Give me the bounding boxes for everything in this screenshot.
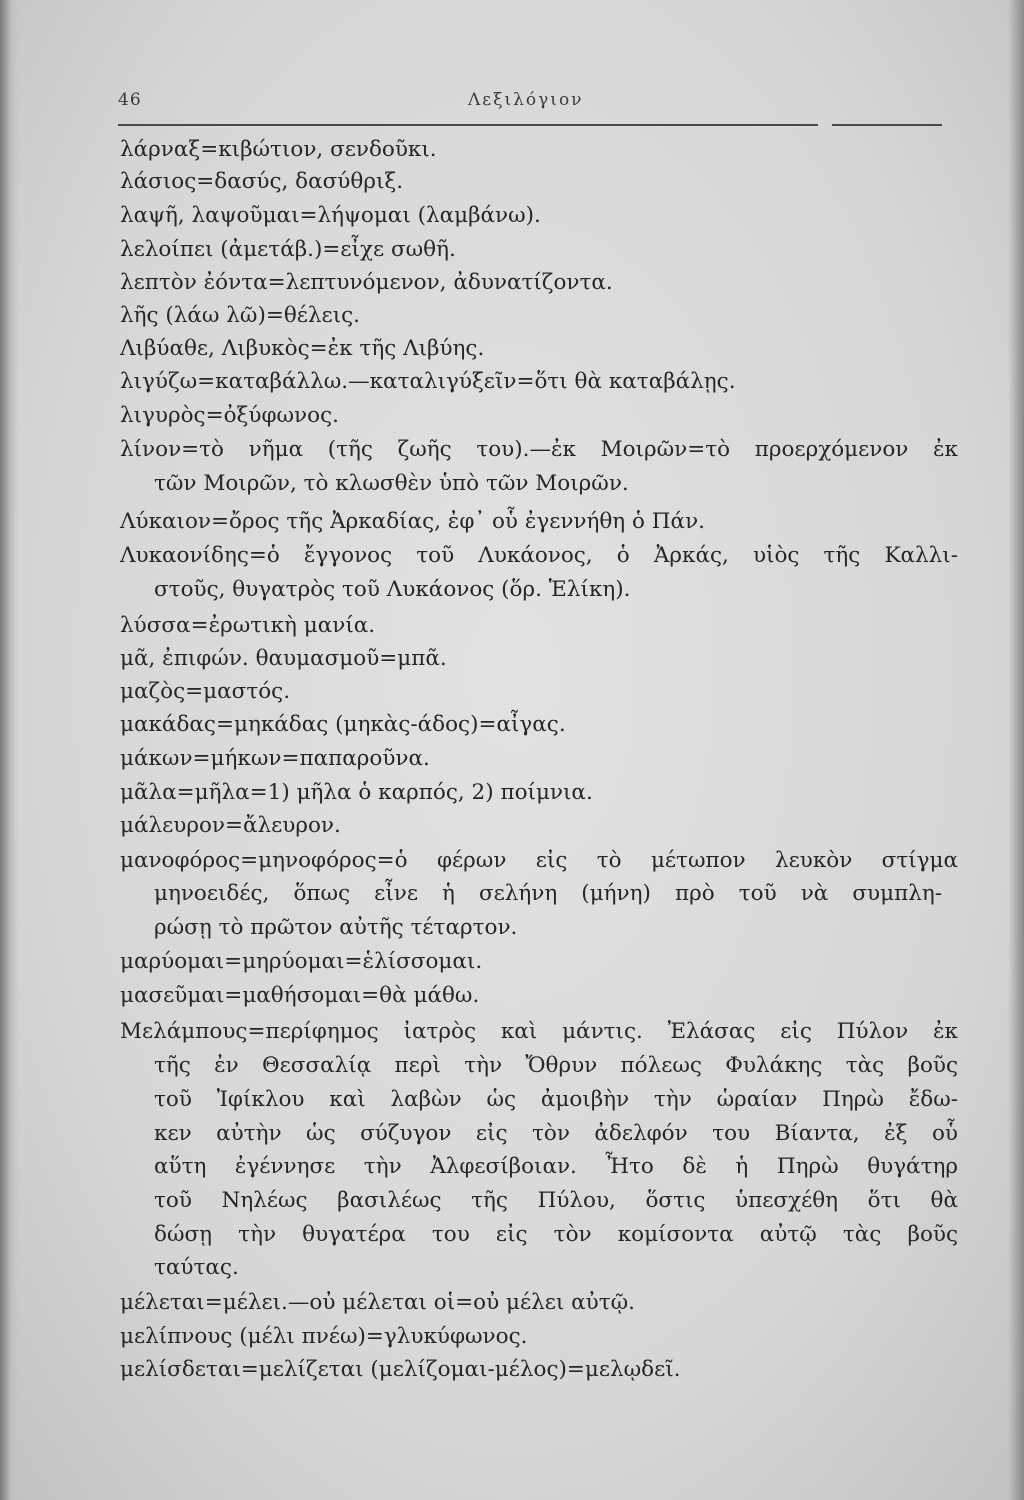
page-header	[118, 86, 940, 116]
entry-continuation-line: ταύτας.	[154, 1255, 239, 1280]
entry-line: Λιβύαθε, Λιβυκὸς=ἐκ τῆς Λιβύης.	[120, 336, 485, 361]
entry-line: λαψῆ, λαψοῦμαι=λήψομαι (λαμβάνω).	[120, 203, 541, 228]
entry-line: μάκων=μήκων=παπαροῦνα.	[120, 746, 430, 771]
entry-line: λάσιος=δασύς, δασύθριξ.	[120, 169, 404, 194]
entry-line: μαζὸς=μαστός.	[120, 679, 291, 704]
entry-line: μαρύομαι=μηρύομαι=ἑλίσσομαι.	[120, 949, 483, 974]
entry-line: λελοίπει (ἀμετάβ.)=εἶχε σωθῆ.	[120, 237, 456, 262]
entry-continuation-line: δώσῃ τὴν θυγατέρα του εἰς τὸν κομίσοντα αὐτῷ τὰς βοῦς	[154, 1222, 958, 1247]
entry-line: μασεῦμαι=μαθήσομαι=θὰ μάθω.	[120, 983, 480, 1008]
entry-line: Λυκαονίδης=ὁ ἔγγονος τοῦ Λυκάονος, ὁ Ἀρκάς, υἱὸς τῆς Καλλι-	[120, 543, 958, 568]
entry-continuation-line: στοῦς, θυγατρὸς τοῦ Λυκάονος (ὅρ. Ἑλίκη).	[154, 577, 631, 602]
entry-line: λάρναξ=κιβώτιον, σενδοῦκι.	[120, 137, 437, 162]
page-edge-shadow-left	[0, 0, 18, 1500]
entry-line: μᾶ, ἐπιφών. θαυμασμοῦ=μπᾶ.	[120, 646, 447, 671]
entry-line: μάλευρον=ἄλευρον.	[120, 813, 341, 838]
running-title: Λεξιλόγιον	[468, 90, 584, 110]
entry-continuation-line: τῶν Μοιρῶν, τὸ κλωσθὲν ὑπὸ τῶν Μοιρῶν.	[154, 471, 629, 496]
entry-line: λίνον=τὸ νῆμα (τῆς ζωῆς του).—ἐκ Μοιρῶν=τὸ προερχόμενον ἐκ	[120, 437, 958, 462]
page-number: 46	[118, 90, 142, 110]
entry-line: μελίσδεται=μελίζεται (μελίζομαι-μέλος)=μελῳδεῖ.	[120, 1357, 681, 1382]
entry-line: μακάδας=μηκάδας (μηκὰς-άδος)=αἶγας.	[120, 712, 566, 737]
header-rule	[118, 124, 818, 126]
entry-line: Λύκαιον=ὄρος τῆς Ἀρκαδίας, ἐφ᾽ οὗ ἐγεννήθη ὁ Πάν.	[120, 509, 705, 534]
entry-line: μέλεται=μέλει.—οὐ μέλεται οἱ=οὐ μέλει αὐτῷ.	[120, 1290, 636, 1315]
entry-line: λύσσα=ἐρωτικὴ μανία.	[120, 613, 376, 638]
entry-line: μανοφόρος=μηνοφόρος=ὁ φέρων εἰς τὸ μέτωπον λευκὸν στίγμα	[120, 848, 958, 873]
entry-line: λιγύζω=καταβάλλω.—καταλιγύξεῖν=ὅτι θὰ καταβάλῃς.	[120, 369, 736, 394]
entry-line: λεπτὸν ἐόντα=λεπτυνόμενον, ἀδυνατίζοντα.	[120, 270, 613, 295]
entry-line: Μελάμπους=περίφημος ἰατρὸς καὶ μάντις. Ἐλάσας εἰς Πύλον ἐκ	[120, 1019, 958, 1044]
entry-continuation-line: τῆς ἐν Θεσσαλίᾳ περὶ τὴν Ὄθρυν πόλεως Φυλάκης τὰς βοῦς	[154, 1053, 958, 1078]
entry-continuation-line: ρώσῃ τὸ πρῶτον αὐτῆς τέταρτον.	[154, 915, 518, 940]
entry-line: μᾶλα=μῆλα=1) μῆλα ὁ καρπός, 2) ποίμνια.	[120, 780, 593, 805]
entry-continuation-line: μηνοειδές, ὅπως εἶνε ἡ σελήνη (μήνη) πρὸ τοῦ νὰ συμπλη-	[154, 881, 942, 906]
entry-line: μελίπνους (μέλι πνέω)=γλυκύφωνος.	[120, 1324, 528, 1349]
entry-continuation-line: τοῦ Ἰφίκλου καὶ λαβὼν ὡς ἀμοιβὴν τὴν ὡραίαν Πηρὼ ἔδω-	[154, 1087, 958, 1112]
page-edge-shadow-right	[1008, 0, 1024, 1500]
entry-continuation-line: κεν αὐτὴν ὡς σύζυγον εἰς τὸν ἀδελφόν του Βίαντα, ἐξ οὗ	[154, 1121, 958, 1146]
entry-line: λιγυρὸς=ὀξύφωνος.	[120, 403, 339, 428]
entry-continuation-line: αὕτη ἐγέννησε τὴν Ἀλφεσίβοιαν. Ἦτο δὲ ἡ Πηρὼ θυγάτηρ	[154, 1154, 958, 1179]
entry-continuation-line: τοῦ Νηλέως βασιλέως τῆς Πύλου, ὅστις ὑπεσχέθη ὅτι θὰ	[154, 1188, 958, 1213]
entry-line: λῆς (λάω λῶ)=θέλεις.	[120, 303, 360, 328]
header-rule-right	[832, 124, 942, 126]
